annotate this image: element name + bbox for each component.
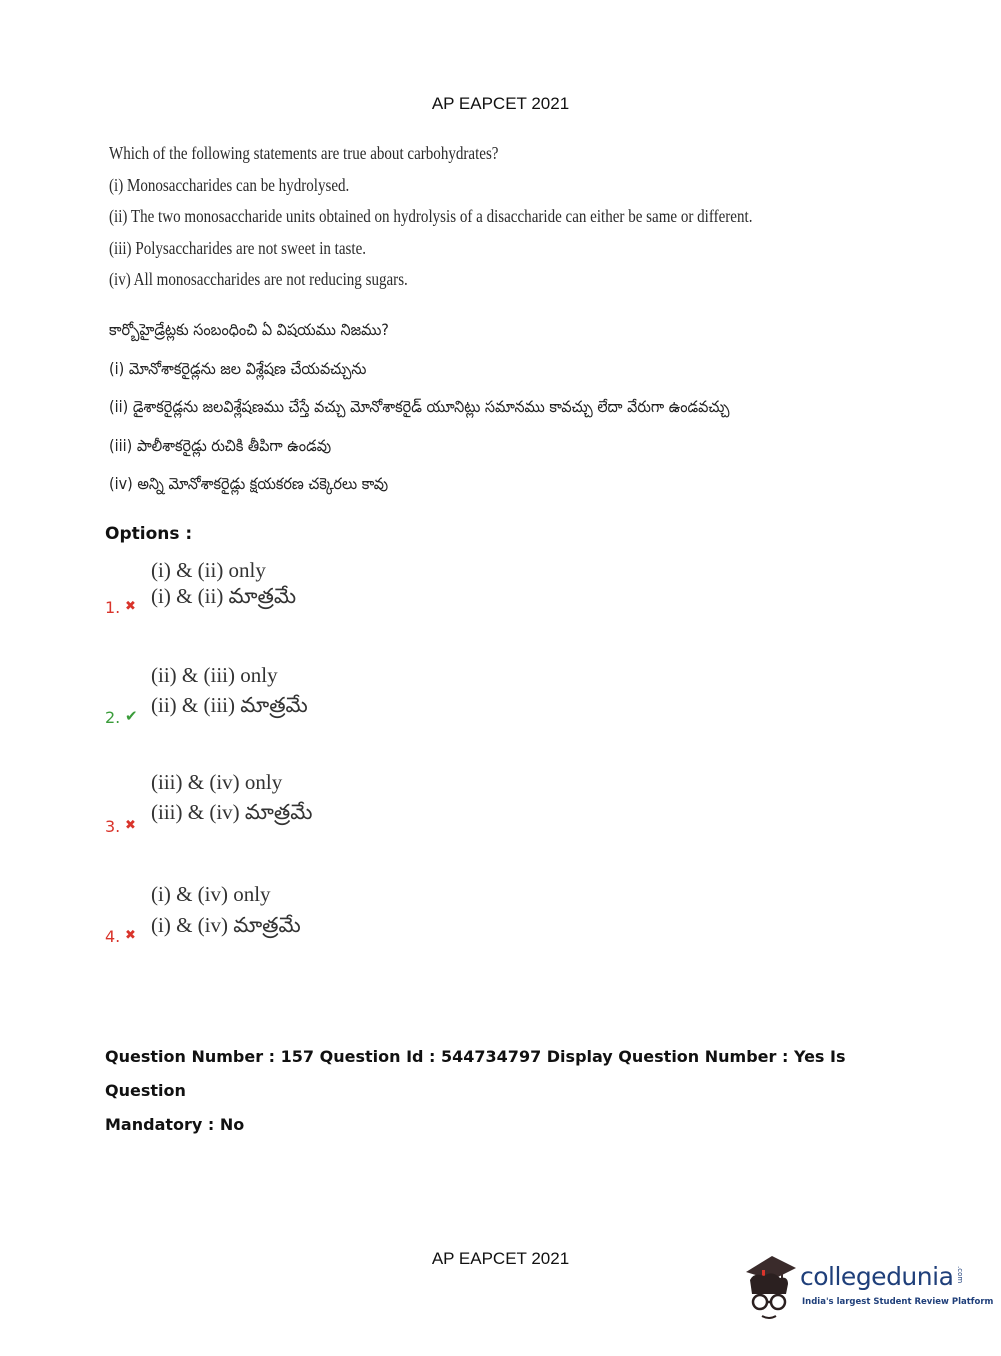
statement-iv-en: (iv) All monosaccharides are not reducing sugars. xyxy=(109,269,408,289)
option-3-text-te: (iii) & (iv) మాత్రమే xyxy=(151,800,313,824)
wrong-mark-icon: ✖ xyxy=(125,599,136,614)
question-stem-te: కార్బోహైడ్రేట్లకు సంబంధించి ఏ విషయము నిజము? xyxy=(109,320,389,339)
mascot-icon xyxy=(742,1250,800,1320)
page-footer: AP EAPCET 2021 xyxy=(431,1249,570,1268)
statement-i-te: (i) మోనోశాకరైడ్లను జల విశ్లేషణ చేయవచ్చును xyxy=(109,358,367,378)
statement-ii-en: (ii) The two monosaccharide units obtained on hydrolysis of a disaccharide can either be same or different. xyxy=(109,206,753,226)
collegedunia-logo xyxy=(742,1250,994,1320)
option-4-text-en: (i) & (iv) only xyxy=(151,882,271,906)
question-stem-en: Which of the following statements are true about carbohydrates? xyxy=(109,143,499,163)
question-english xyxy=(109,143,752,301)
question-meta xyxy=(105,1040,905,1142)
option-2-text-te: (ii) & (iii) మాత్రమే xyxy=(151,693,308,717)
statement-ii-te: (ii) డైశాకరైడ్లను జలవిశ్లేషణము చేస్తే వచ్చు మోనోశాకరైడ్ యూనిట్లు సమానము కావచ్చు లేదా వేరుగా ఉండవచ్చు xyxy=(109,397,730,416)
question-meta-line-1: Question Number : 157 Question Id : 544734797 Display Question Number : Yes Is Question xyxy=(105,1047,846,1100)
statement-iii-en: (iii) Polysaccharides are not sweet in taste. xyxy=(109,237,367,258)
option-3-number: 3. xyxy=(105,817,121,836)
option-3-text-en: (iii) & (iv) only xyxy=(151,770,283,794)
question-telugu xyxy=(109,320,730,513)
option-1-text-en: (i) & (ii) only xyxy=(151,558,266,582)
option-2-text-en: (ii) & (iii) only xyxy=(151,663,278,687)
logo-com: .com xyxy=(956,1266,964,1284)
option-2-number: 2. xyxy=(105,708,121,727)
logo-tagline: India's largest Student Review Platform xyxy=(802,1297,994,1307)
option-1-number: 1. xyxy=(105,598,121,617)
wrong-mark-icon: ✖ xyxy=(125,818,136,833)
question-meta-line-2: Mandatory : No xyxy=(105,1115,245,1134)
logo-name: collegedunia xyxy=(800,1262,954,1291)
option-4-text-te: (i) & (iv) మాత్రమే xyxy=(151,913,301,937)
page-header: AP EAPCET 2021 xyxy=(431,94,570,113)
statement-iii-te: (iii) పాలీశాకరైడ్లు రుచికి తీపిగా ఉండవు xyxy=(109,435,332,455)
check-mark-icon: ✔ xyxy=(125,707,138,725)
option-4-number: 4. xyxy=(105,927,121,946)
statement-iv-te: (iv) అన్ని మోనోశాకరైడ్లు క్షయకరణ చక్కెరలు కావు xyxy=(109,474,389,493)
options-label: Options : xyxy=(105,524,193,544)
option-1-text-te: (i) & (ii) మాత్రమే xyxy=(151,584,297,608)
wrong-mark-icon: ✖ xyxy=(125,928,136,943)
statement-i-en: (i) Monosaccharides can be hydrolysed. xyxy=(109,174,350,195)
